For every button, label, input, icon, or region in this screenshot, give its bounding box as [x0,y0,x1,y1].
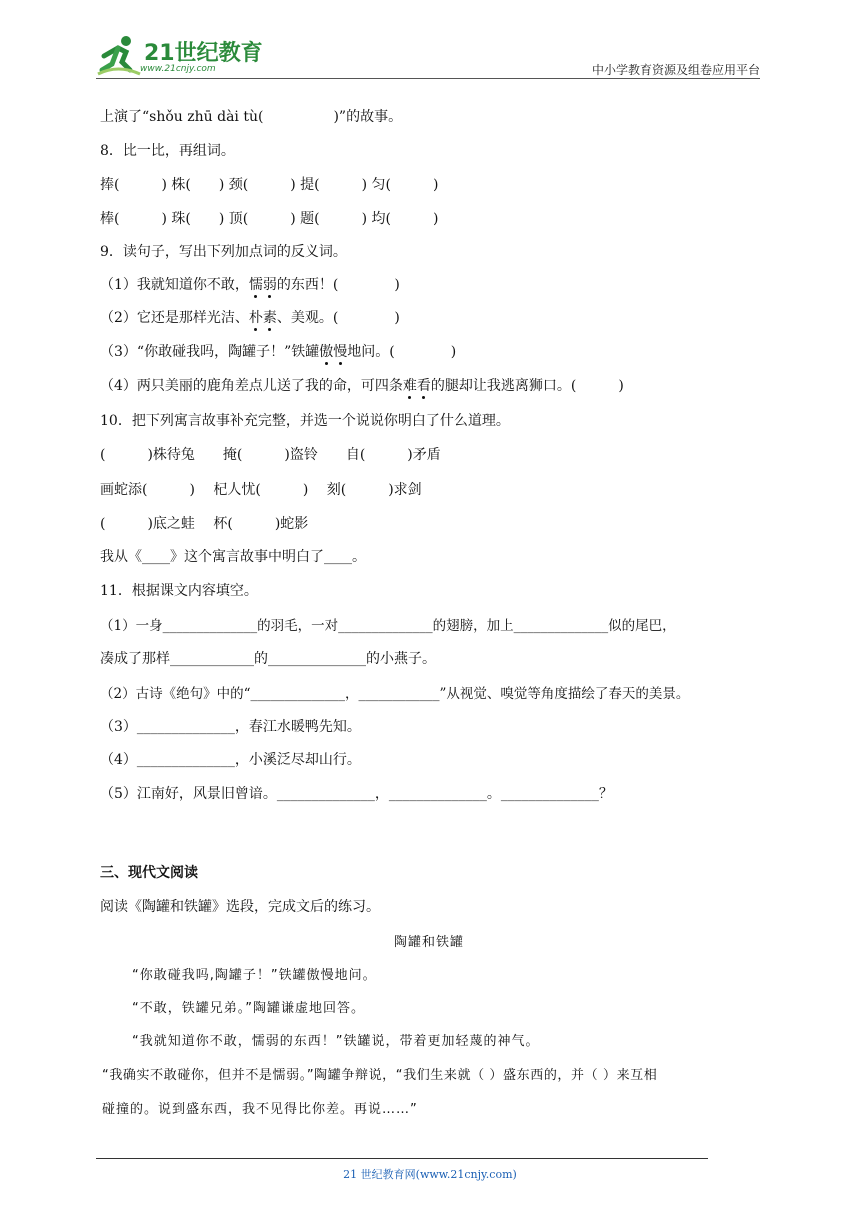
footer-divider [96,1158,708,1159]
passage-paragraph: “你敢碰我吗,陶罐子！”铁罐傲慢地问。 [132,968,377,983]
dotted-char: 懦 [248,277,263,293]
dotted-char: 朴 [248,310,263,326]
q10-row-1: ( )株待兔 掩( )盗铃 自( )矛盾 [100,447,441,463]
q9-item-1: （1）我就知道你不敢，懦弱的东西！( ) [100,277,400,293]
dotted-char: 看 [416,378,431,394]
header-divider [96,78,760,79]
q9-title: 9．读句子，写出下列加点词的反义词。 [100,244,347,260]
q11-item-5: （5）江南好，风景旧曾谙。______________，______________。______________？ [100,786,613,802]
q8-title: 8．比一比，再组词。 [100,143,235,159]
q11-item-3: （3）______________，春江水暖鸭先知。 [100,719,361,735]
passage-paragraph: “我就知道你不敢，懦弱的东西！”铁罐说，带着更加轻蔑的神气。 [132,1034,540,1049]
q8-row-2: 棒( ) 珠( ) 顶( ) 题( ) 均( ) [100,211,439,227]
q11-item-4: （4）______________，小溪泛尽却山行。 [100,752,361,768]
q10-answer: 我从《____》这个寓言故事中明白了____。 [100,549,366,565]
q10-title: 10．把下列寓言故事补充完整，并选一个说说你明白了什么道理。 [100,413,510,429]
q11-item-1b: 凑成了那样____________的______________的小燕子。 [100,651,436,667]
dotted-char: 难 [402,378,417,394]
q9-item-3: （3）“你敢碰我吗，陶罐子！”铁罐傲慢地问。( ) [100,344,457,360]
logo [96,34,276,80]
q11-item-2: （2）古诗《绝句》中的“______________，____________”从视觉、嗅觉等角度描绘了春天的美景。 [100,686,690,702]
logo-text: 21世纪教育 [144,41,263,66]
q9-item-2: （2）它还是那样光洁、朴素、美观。( ) [100,310,400,326]
logo-url: www.21cnjy.com [140,64,216,74]
passage-paragraph: “不敢，铁罐兄弟。”陶罐谦虚地回答。 [132,1001,365,1016]
footer-text: 21 世纪教育网(www.21cnjy.com) [343,1168,517,1181]
dotted-char: 慢 [333,344,348,360]
q10-row-3: ( )底之蛙 杯( )蛇影 [100,516,309,532]
q10-row-2: 画蛇添( ) 杞人忧( ) 刻( )求剑 [100,482,422,498]
section-heading: 三、现代文阅读 [100,865,198,881]
story-line: 上演了“shǒu zhū dài tù( )”的故事。 [100,109,403,125]
runner-logo-icon [96,34,142,76]
q9-item-4: （4）两只美丽的鹿角差点儿送了我的命，可四条难看的腿却让我逃离狮口。( ) [100,378,624,394]
q8-row-1: 捧( ) 株( ) 颈( ) 提( ) 匀( ) [100,177,439,193]
dotted-char: 素 [262,310,277,326]
dotted-char: 傲 [319,344,334,360]
q11-title: 11．根据课文内容填空。 [100,583,258,599]
dotted-char: 弱 [262,277,277,293]
q11-item-1a: （1）一身______________的羽毛，一对______________的翅膀，加上______________似的尾巴， [100,618,676,634]
section-intro: 阅读《陶罐和铁罐》选段，完成文后的练习。 [100,899,380,915]
passage-paragraph: “我确实不敢碰你，但并不是懦弱。”陶罐争辩说，“我们生来就（ ）盛东西的，并（ ）来互相 [102,1068,658,1083]
passage-title: 陶罐和铁罐 [394,935,465,950]
platform-title: 中小学教育资源及组卷应用平台 [591,63,760,77]
passage-paragraph: 碰撞的。说到盛东西，我不见得比你差。再说……” [102,1102,418,1117]
